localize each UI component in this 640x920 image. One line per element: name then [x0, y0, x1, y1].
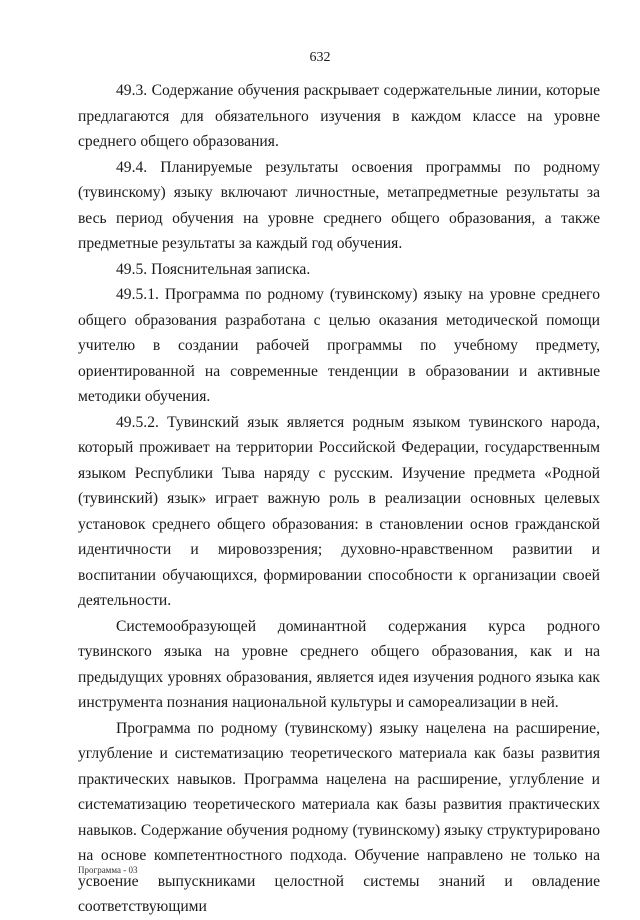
paragraph-system-dominant: Системообразующей доминантной содержания курса родного тувинского языка на уровне среднего общего образования, как и на предыдущих уровнях образования, является идея изучения родного языка как инструмента познания национальной культуры и самореализации в ней.: [78, 617, 600, 711]
document-body: [78, 78, 600, 920]
footer-label: Программа - 03: [78, 865, 138, 875]
paragraph-49-3: 49.3. Содержание обучения раскрывает содержательные линии, которые предлагаются для обязательного изучения в каждом классе на уровне среднего общего образования.: [78, 82, 600, 150]
paragraph-49-5-1: 49.5.1. Программа по родному (тувинскому) языку на уровне среднего общего образования разработана с целью оказания методической помощи учителю в создании рабочей программы по учебному предмету, ориентированной на современные тенденции в образовании и активные методики обучения.: [78, 286, 600, 405]
page-number: 632: [309, 50, 331, 65]
paragraph-49-4: 49.4. Планируемые результаты освоения программы по родному (тувинскому) языку включают личностные, метапредметные результаты за весь период обучения на уровне среднего общего образования, а также предметные результаты за каждый год обучения.: [78, 158, 600, 252]
paragraph-49-5-2: 49.5.2. Тувинский язык является родным языком тувинского народа, который проживает на территории Российской Федерации, государственным языком Республики Тыва наряду с русским. Изучение предмета «Родной (тувинский) язык» играет важную роль в реализации основных целевых установок среднего общего образования: в становлении основ гражданской идентичности и мировоззрения; духовно-нравственном развитии и воспитании обучающихся, формировании способности к организации своей деятельности.: [78, 413, 600, 609]
paragraph-program-aims: Программа по родному (тувинскому) языку нацелена на расширение, углубление и систематизацию теоретического материала как базы развития практических навыков. Программа нацелена на расширение, углубление и систематизацию теоретического материала как базы развития практических навыков. Содержание обучения родному (тувинскому) языку структурировано на основе компетентностного подхода. Обучение направлено не только на усвоение выпускниками целостной системы знаний и овладение соответствующими: [78, 719, 600, 915]
paragraph-49-5: 49.5. Пояснительная записка.: [116, 260, 311, 278]
